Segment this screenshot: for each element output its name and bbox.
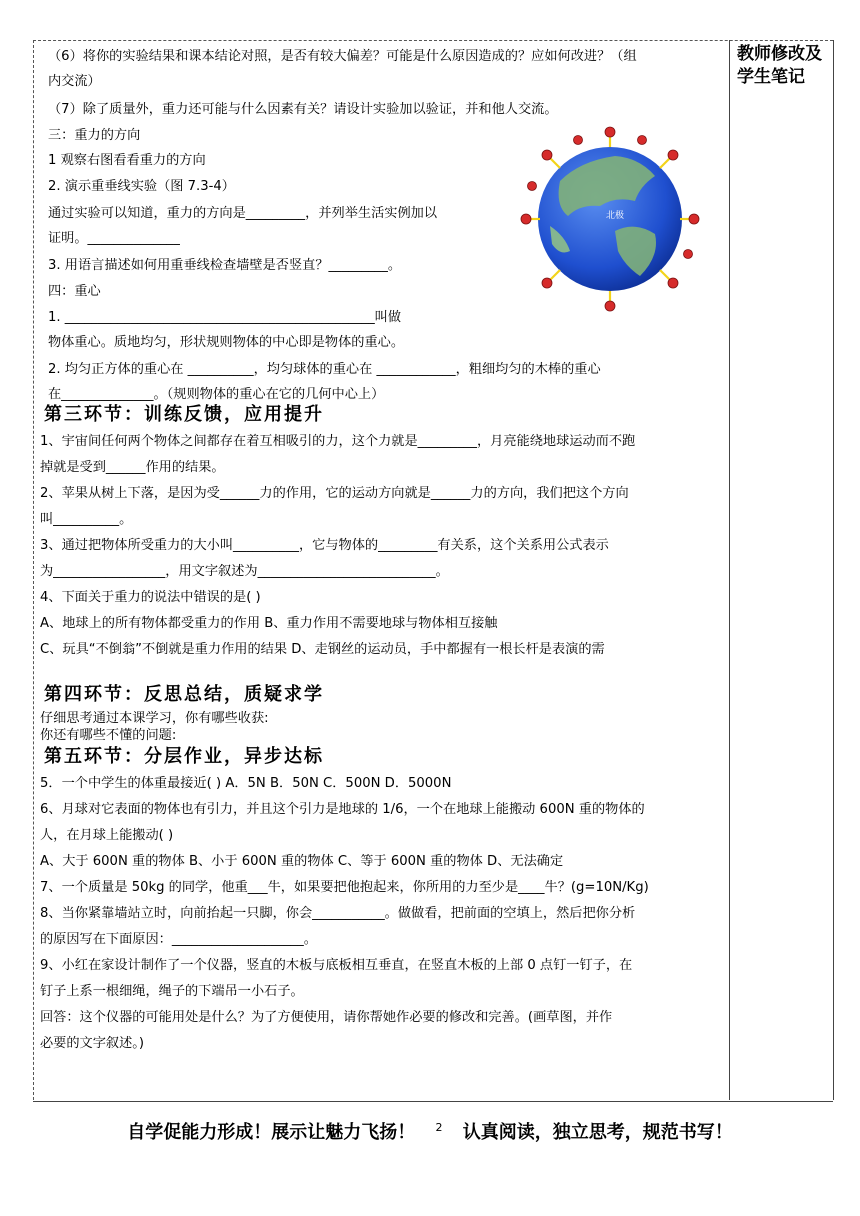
question-6-line-2: 内交流）: [48, 74, 101, 89]
homework-9-line-2: 钉子上系一根细绳，绳子的下端吊一小石子。: [40, 984, 304, 999]
section-4-heading: 四：重心: [48, 284, 101, 299]
north-pole-label: 北极: [606, 211, 625, 221]
section-3-item-2: 2. 演示重垂线实验（图 7.3-4）: [48, 179, 235, 194]
section-3-text-2: 证明。______________: [48, 231, 180, 246]
page-number: 2: [435, 1121, 443, 1134]
exercise-2-line-2: 叫__________。: [40, 512, 133, 527]
section-3-text-1: 通过实验可以知道，重力的方向是_________，并列举生活实例加以: [48, 206, 438, 221]
footer-motto-right: 认真阅读，独立思考，规范书写！: [462, 1122, 733, 1143]
exercise-1-line-1: 1、宇宙间任何两个物体之间都存在着互相吸引的力，这个力就是_________，月亮能绕地球运动而不跑: [40, 434, 636, 449]
reflection-questions: 你还有哪些不懂的问题:: [40, 728, 177, 743]
frame-left-border: [33, 40, 34, 1100]
homework-5: 5．一个中学生的体重最接近( ) A．5N B．50N C．500N D．5000N: [40, 776, 452, 791]
homework-9-line-4: 必要的文字叙述。): [40, 1036, 145, 1051]
question-6-line-1: （6）将你的实验结果和课本结论对照，是否有较大偏差？可能是什么原因造成的？应如何改进？（组: [48, 49, 637, 64]
section-heading-5: 第五环节：分层作业，异步达标: [44, 746, 324, 767]
homework-9-line-1: 9、小红在家设计制作了一个仪器，竖直的木板与底板相互垂直，在竖直木板的上部 0 点钉一钉子，在: [40, 958, 633, 973]
teacher-notes-heading: 教师修改及学生笔记: [737, 44, 822, 87]
earth-gravity-figure: [520, 126, 700, 312]
exercise-3-line-2: 为_________________，用文字叙述为___________________________。: [40, 564, 449, 579]
reflection-gains: 仔细思考通过本课学习，你有哪些收获:: [40, 711, 269, 726]
exercise-4: 4、下面关于重力的说法中错误的是( ): [40, 590, 261, 605]
homework-8-line-2: 的原因写在下面原因：____________________。: [40, 932, 317, 947]
section-3-item-3: 3. 用语言描述如何用重垂线检查墙壁是否竖直？_________。: [48, 258, 402, 273]
homework-7: 7、一个质量是 50kg 的同学，他重___牛，如果要把他抱起来，你所用的力至少是____牛？(g=10N/Kg): [40, 880, 649, 895]
exercise-2-line-1: 2、苹果从树上下落，是因为受______力的作用，它的运动方向就是______力的方向，我们把这个方向: [40, 486, 629, 501]
homework-6-options: A、大于 600N 重的物体 B、小于 600N 重的物体 C、等于 600N 重的物体 D、无法确定: [40, 854, 564, 869]
page-footer: [0, 1118, 860, 1144]
section-4-item-1b: 物体重心。质地均匀，形状规则物体的中心即是物体的重心。: [48, 335, 405, 350]
notes-column-divider: [729, 40, 730, 1100]
exercise-1-line-2: 掉就是受到______作用的结果。: [40, 460, 225, 475]
section-4-item-1a: 1. _______________________________________________叫做: [48, 310, 402, 325]
exercise-4-options-cd: C、玩具“不倒翁”不倒就是重力作用的结果 D、走钢丝的运动员，手中都握有一根长杆是表演的需: [40, 642, 605, 657]
section-4-item-2a: 2. 均匀正方体的重心在 __________，均匀球体的重心在 ____________，粗细均匀的木棒的重心: [48, 362, 601, 377]
section-4-item-2b: 在______________。（规则物体的重心在它的几何中心上）: [48, 387, 385, 402]
section-heading-4: 第四环节：反思总结，质疑求学: [44, 684, 324, 705]
footer-motto-left: 自学促能力形成！展示让魅力飞扬！: [127, 1122, 416, 1143]
exercise-3-line-1: 3、通过把物体所受重力的大小叫__________，它与物体的_________有关系，这个关系用公式表示: [40, 538, 609, 553]
homework-9-line-3: 回答：这个仪器的可能用处是什么？为了方便使用，请你帮她作必要的修改和完善。(画草图，并作: [40, 1010, 613, 1025]
homework-8-line-1: 8、当你紧靠墙站立时，向前抬起一只脚，你会___________。做做看，把前面的空填上，然后把你分析: [40, 906, 636, 921]
section-heading-3: 第三环节：训练反馈，应用提升: [44, 404, 324, 425]
question-7: （7）除了质量外，重力还可能与什么因素有关？请设计实验加以验证，并和他人交流。: [48, 102, 558, 117]
exercise-4-options-ab: A、地球上的所有物体都受重力的作用 B、重力作用不需要地球与物体相互接触: [40, 616, 498, 631]
homework-6-line-2: 人，在月球上能搬动( ): [40, 828, 174, 843]
homework-6-line-1: 6、月球对它表面的物体也有引力，并且这个引力是地球的 1/6，一个在地球上能搬动 600N 重的物体的: [40, 802, 645, 817]
section-3-heading: 三：重力的方向: [48, 128, 141, 143]
frame-right-border: [833, 40, 834, 1100]
section-3-item-1: 1 观察右图看看重力的方向: [48, 153, 206, 168]
